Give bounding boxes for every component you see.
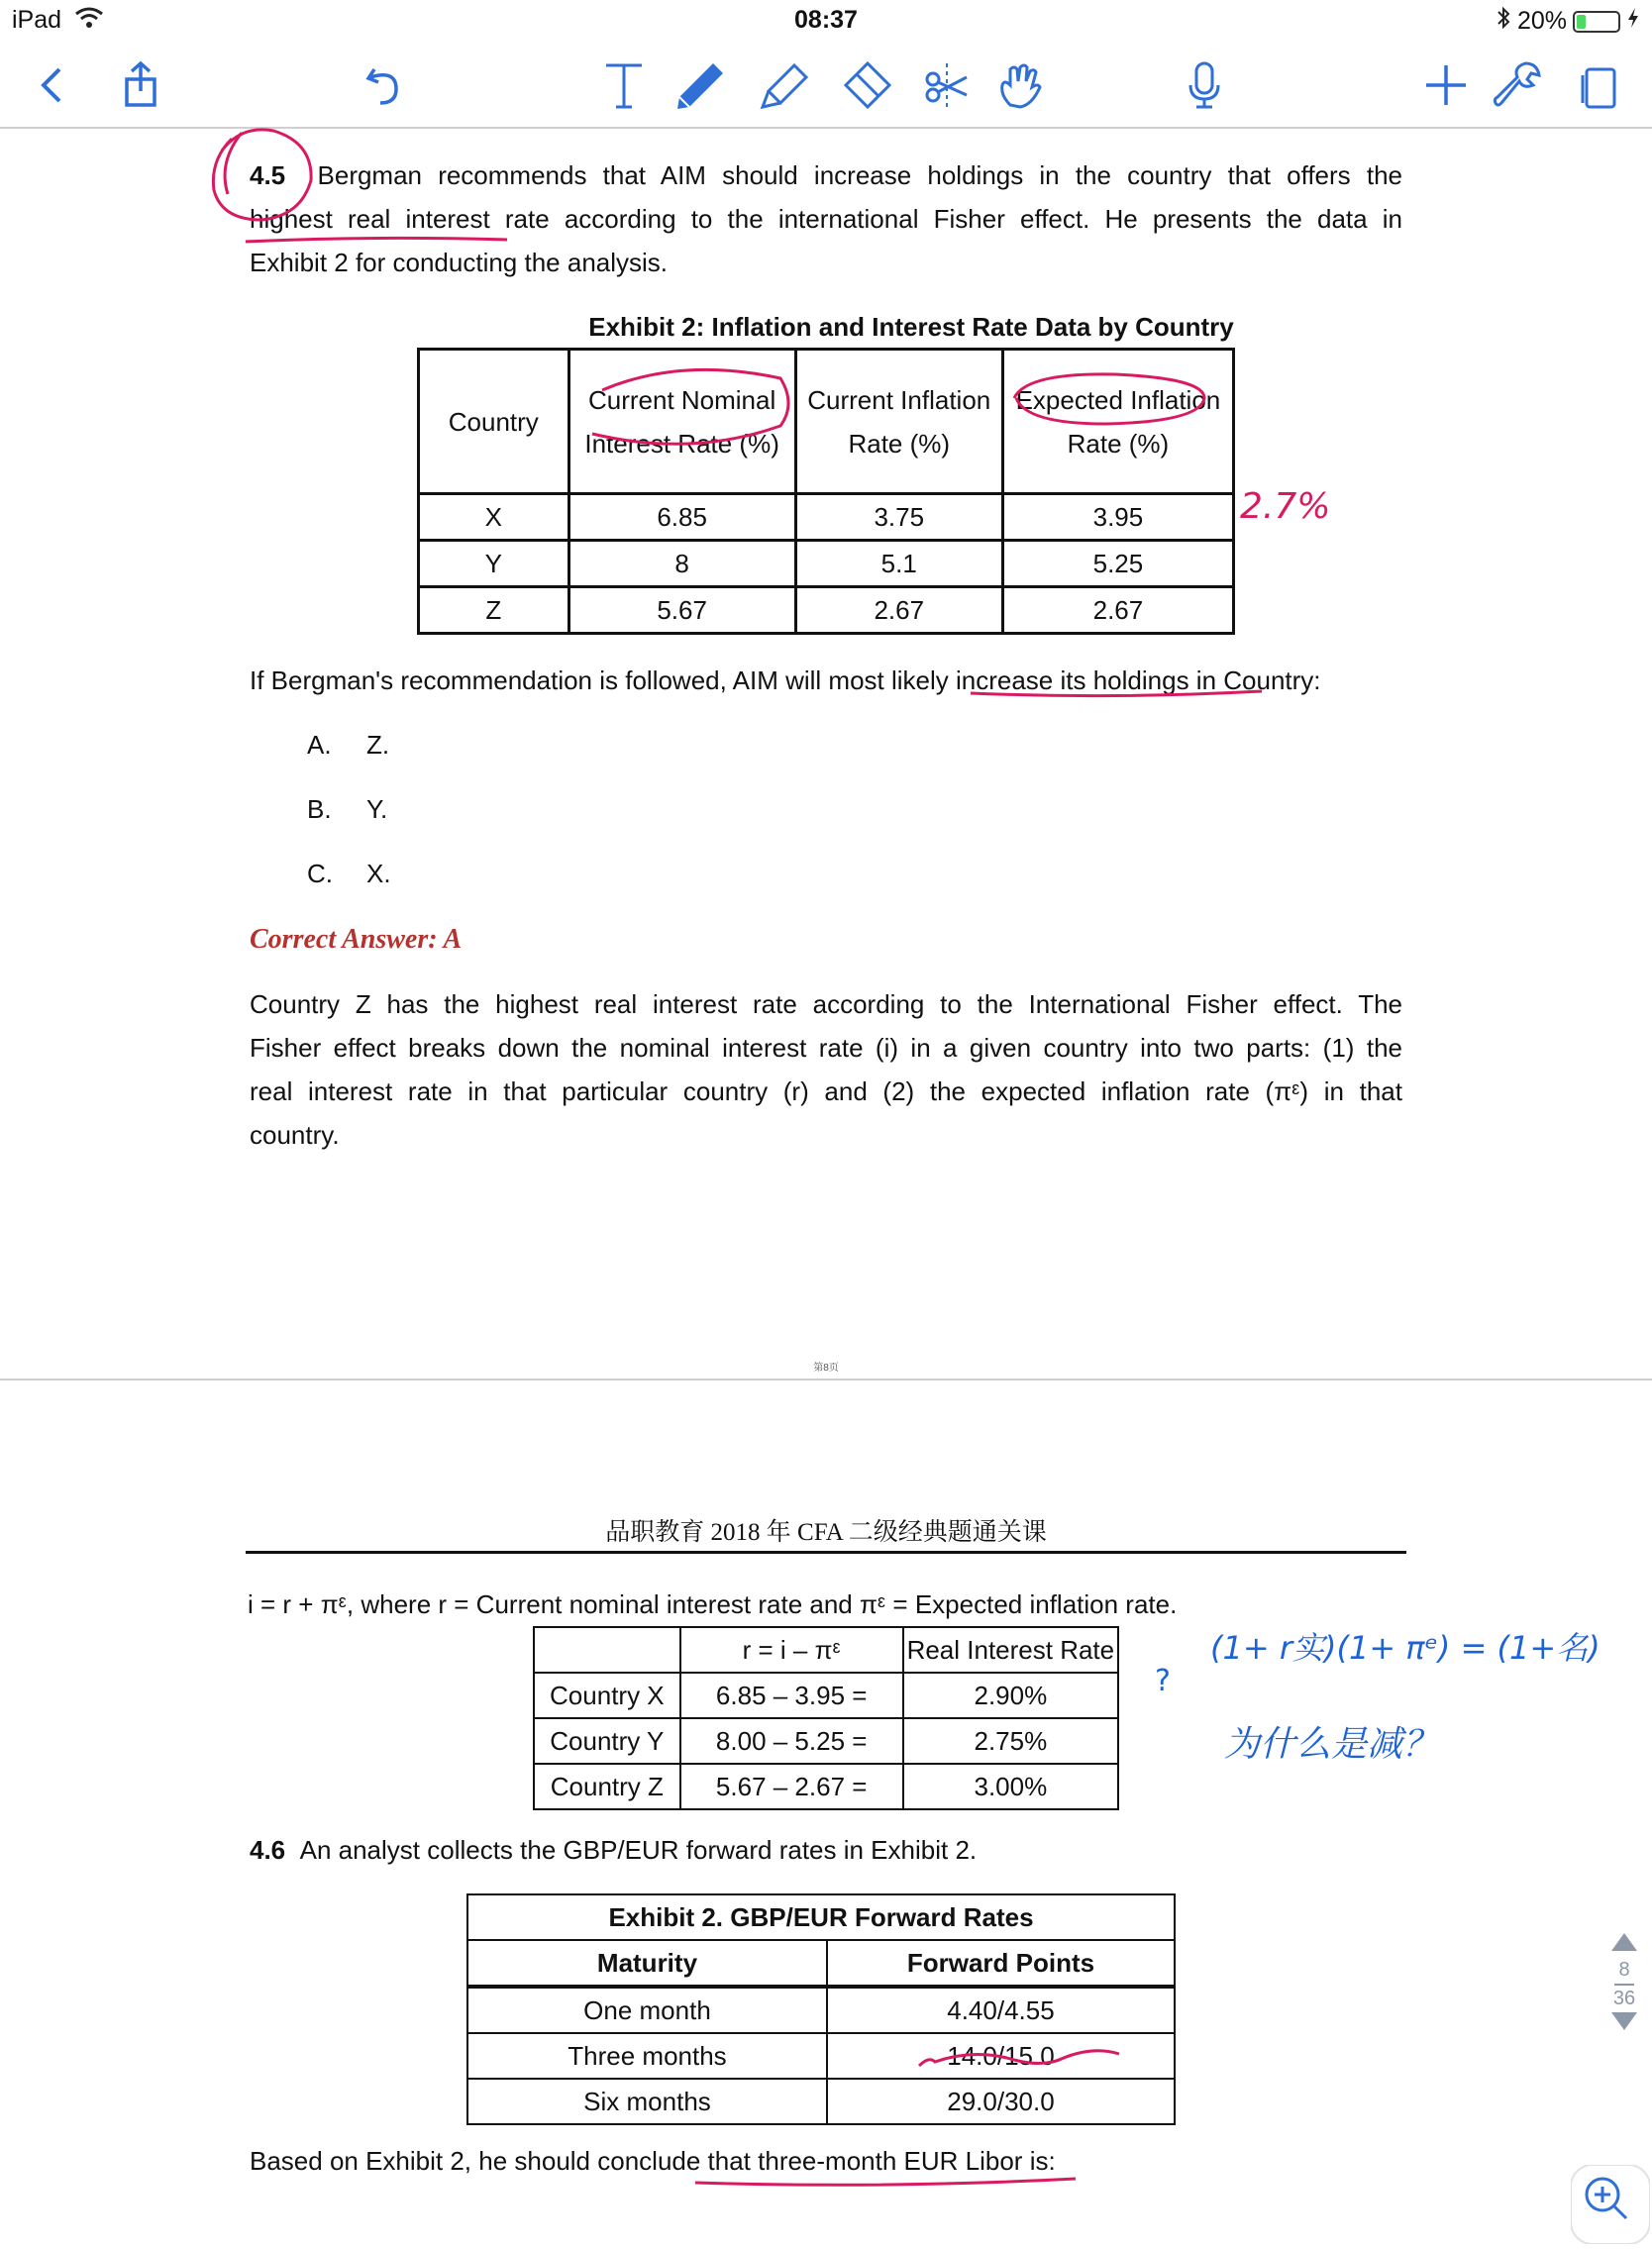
header-ellipse-annotation-2 bbox=[1006, 368, 1210, 430]
cell-country: Z bbox=[419, 587, 569, 634]
table-row bbox=[534, 1718, 1118, 1764]
header-expected-line1: Expected Inflation bbox=[1015, 384, 1221, 415]
cell-inflation: 3.75 bbox=[795, 494, 1002, 541]
cell-country: Country X bbox=[534, 1673, 680, 1718]
microphone-icon[interactable] bbox=[1175, 57, 1234, 113]
explanation-line2: Fisher effect breaks down the nominal interest rate (i) in a given country into two parts: (1) the bbox=[250, 1033, 1402, 1063]
plus-icon[interactable] bbox=[1416, 57, 1476, 113]
handwritten-formula-note: (1+ r实)(1+ πᵉ) = (1+名) bbox=[1210, 1629, 1600, 1667]
underline-annotation-2 bbox=[969, 687, 1266, 701]
explanation-line1: Country Z has the highest real interest rate according to the International Fisher effect. The bbox=[250, 989, 1402, 1019]
page-divider bbox=[0, 1379, 1652, 1380]
option-letter: C. bbox=[307, 859, 333, 888]
handwritten-question-mark: ? bbox=[1155, 1664, 1171, 1698]
page-header: 品职教育 2018 年 CFA 二级经典题通关课 bbox=[605, 1519, 1047, 1546]
question-stem: If Bergman's recommendation is followed, AIM will most likely increase its holdings in Country: bbox=[250, 665, 1321, 695]
table-row bbox=[467, 2079, 1175, 2124]
calc-header-formula: r = i – πᵋ bbox=[680, 1627, 903, 1673]
cell-rate: 3.00% bbox=[903, 1764, 1118, 1809]
hand-icon[interactable] bbox=[990, 57, 1050, 113]
page-footer: 第8页 bbox=[813, 1363, 839, 1374]
header-maturity: Maturity bbox=[467, 1940, 827, 1987]
chevron-left-icon[interactable] bbox=[22, 57, 81, 113]
handwritten-question-note: 为什么是减？ bbox=[1224, 1724, 1439, 1765]
lasso-scissors-icon[interactable] bbox=[917, 57, 977, 113]
question-number-4-6: 4.6 bbox=[250, 1835, 286, 1865]
header-nominal-line2: Interest Rate (%) bbox=[584, 428, 779, 459]
header-forward-points: Forward Points bbox=[827, 1940, 1175, 1987]
cell-points: 4.40/4.55 bbox=[827, 1987, 1175, 2033]
cell-expected: 5.25 bbox=[1002, 541, 1233, 587]
device-label: iPad bbox=[12, 6, 62, 34]
total-pages: 36 bbox=[1612, 1988, 1636, 2009]
cell-inflation: 5.1 bbox=[795, 541, 1002, 587]
underline-annotation-3 bbox=[915, 2040, 1123, 2074]
question-text: Bergman recommends that AIM should increase holdings in the country that offers the bbox=[317, 160, 1402, 190]
option-b[interactable] bbox=[307, 787, 388, 831]
header-inflation bbox=[795, 350, 1002, 494]
zoom-in-icon bbox=[1571, 2165, 1650, 2244]
table-row bbox=[419, 587, 1234, 634]
underline-annotation-4 bbox=[693, 2173, 1080, 2193]
cell-nominal: 5.67 bbox=[568, 587, 795, 634]
wrench-icon[interactable] bbox=[1488, 57, 1547, 113]
zoom-in-button[interactable] bbox=[1571, 2165, 1650, 2244]
status-bar bbox=[0, 0, 1652, 40]
forward-rates-table bbox=[466, 1893, 1176, 2125]
option-text: Y. bbox=[366, 794, 388, 824]
circle-annotation bbox=[202, 121, 341, 230]
cell-nominal: 6.85 bbox=[568, 494, 795, 541]
eraser-icon[interactable] bbox=[838, 57, 897, 113]
table-row bbox=[534, 1673, 1118, 1718]
undo-icon[interactable] bbox=[353, 57, 412, 113]
question-number: 4.5 bbox=[250, 160, 286, 190]
option-c[interactable] bbox=[307, 852, 391, 895]
cell-maturity: One month bbox=[467, 1987, 827, 2033]
cell-country: Country Z bbox=[534, 1764, 680, 1809]
correct-answer: Correct Answer: A bbox=[250, 924, 463, 955]
underline-annotation bbox=[244, 234, 511, 248]
table-row bbox=[534, 1764, 1118, 1809]
page-indicator[interactable] bbox=[1606, 1931, 1642, 2038]
share-icon[interactable] bbox=[111, 57, 170, 113]
question-4-5-line3: Exhibit 2 for conducting the analysis. bbox=[250, 248, 669, 277]
question-4-5-line1 bbox=[250, 153, 1402, 197]
fisher-formula: i = r + πᵋ, where r = Current nominal interest rate and πᵋ = Expected inflation rate. bbox=[248, 1589, 1178, 1619]
header-inflation-line1: Current Inflation bbox=[807, 384, 991, 415]
option-a[interactable] bbox=[307, 723, 390, 767]
status-right bbox=[1496, 6, 1640, 37]
cell-calc: 6.85 – 3.95 = bbox=[680, 1673, 903, 1718]
table-row bbox=[467, 1987, 1175, 2033]
calc-header-rate: Real Interest Rate bbox=[903, 1627, 1118, 1673]
forward-table-title: Exhibit 2. GBP/EUR Forward Rates bbox=[467, 1894, 1175, 1940]
table-row bbox=[419, 494, 1234, 541]
option-letter: A. bbox=[307, 730, 332, 760]
bluetooth-icon bbox=[1496, 6, 1511, 37]
cell-maturity: Three months bbox=[467, 2033, 827, 2079]
text-tool-icon[interactable] bbox=[594, 57, 654, 113]
question-4-6-text: An analyst collects the GBP/EUR forward rates in Exhibit 2. bbox=[299, 1835, 978, 1865]
header-rule bbox=[246, 1551, 1406, 1554]
cell-points: 14.0/15.0 bbox=[827, 2033, 1175, 2079]
explanation-line3: real interest rate in that particular country (r) and (2) the expected inflation rate (πᵋ) in that bbox=[250, 1076, 1402, 1106]
toolbar bbox=[0, 42, 1652, 129]
cell-rate: 2.90% bbox=[903, 1673, 1118, 1718]
header-inflation-line2: Rate (%) bbox=[848, 428, 951, 459]
cell-expected: 2.67 bbox=[1002, 587, 1233, 634]
option-letter: B. bbox=[307, 794, 332, 824]
cell-country: X bbox=[419, 494, 569, 541]
battery-icon bbox=[1573, 11, 1620, 33]
highlighter-icon[interactable] bbox=[755, 57, 814, 113]
cell-points: 29.0/30.0 bbox=[827, 2079, 1175, 2124]
cell-rate: 2.75% bbox=[903, 1718, 1118, 1764]
real-rate-table bbox=[533, 1626, 1119, 1810]
cell-calc: 5.67 – 2.67 = bbox=[680, 1764, 903, 1809]
header-country: Country bbox=[419, 350, 569, 494]
page-up-icon[interactable] bbox=[1606, 1931, 1642, 1959]
battery-percent: 20% bbox=[1516, 7, 1567, 35]
cell-country: Y bbox=[419, 541, 569, 587]
question-4-6-stem: Based on Exhibit 2, he should conclude that three-month EUR Libor is: bbox=[250, 2146, 1056, 2176]
cell-maturity: Six months bbox=[467, 2079, 827, 2124]
exhibit-2-title: Exhibit 2: Inflation and Interest Rate Data by Country bbox=[588, 312, 1234, 342]
cell-expected: 3.95 bbox=[1002, 494, 1233, 541]
cell-inflation: 2.67 bbox=[795, 587, 1002, 634]
table-row bbox=[419, 541, 1234, 587]
clock: 08:37 bbox=[794, 6, 858, 34]
charging-icon bbox=[1626, 7, 1640, 36]
header-nominal-line1: Current Nominal bbox=[587, 384, 776, 415]
pages-icon[interactable] bbox=[1569, 57, 1628, 113]
cell-nominal: 8 bbox=[568, 541, 795, 587]
option-text: Z. bbox=[366, 730, 390, 760]
question-4-5-line2: highest real interest rate according to the international Fisher effect. He presents the data in bbox=[250, 204, 1402, 234]
header-ellipse-annotation bbox=[572, 364, 792, 461]
handwritten-note: 2.7% bbox=[1240, 486, 1331, 527]
calc-header-empty bbox=[534, 1627, 680, 1673]
cell-calc: 8.00 – 5.25 = bbox=[680, 1718, 903, 1764]
page-down-icon[interactable] bbox=[1606, 2010, 1642, 2038]
option-text: X. bbox=[366, 859, 391, 888]
question-4-6 bbox=[250, 1828, 977, 1872]
explanation-line4: country. bbox=[250, 1120, 340, 1150]
cell-country: Country Y bbox=[534, 1718, 680, 1764]
pen-icon[interactable] bbox=[670, 57, 729, 113]
current-page: 8 bbox=[1618, 1959, 1630, 1981]
header-expected-line2: Rate (%) bbox=[1067, 428, 1170, 459]
page-separator bbox=[1614, 1984, 1634, 1986]
